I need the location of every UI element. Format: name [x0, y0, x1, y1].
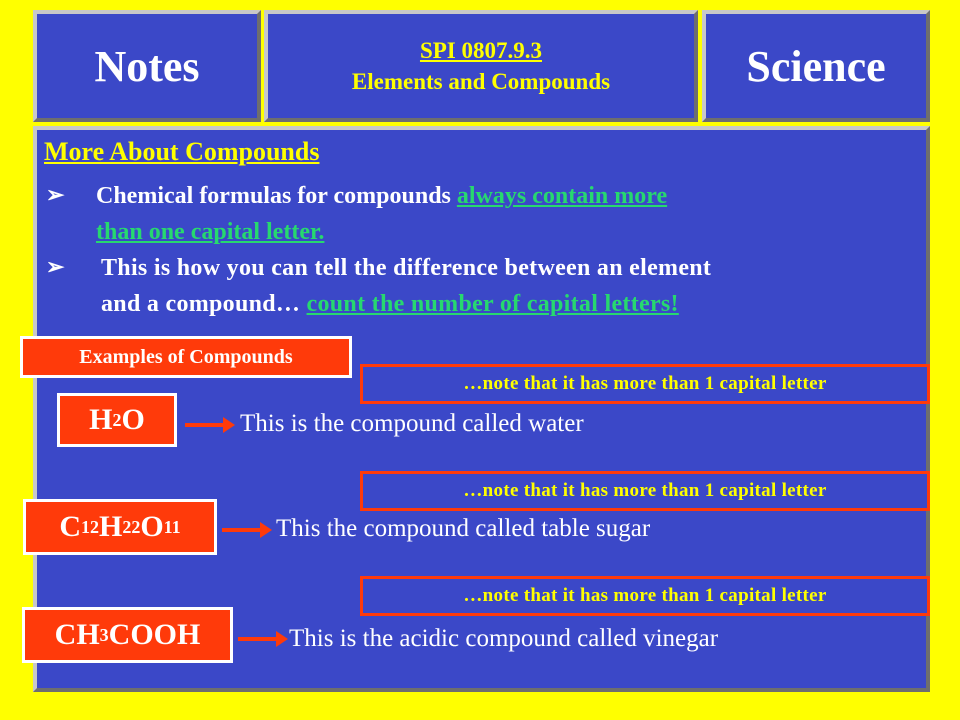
description-water: This is the compound called water — [240, 410, 584, 437]
description-vinegar: This is the acidic compound called vinegar — [289, 625, 719, 652]
header-science-title: Science — [746, 41, 886, 91]
bullet-2-highlight: count the number of capital letters! — [306, 291, 679, 317]
section-heading: More About Compounds — [44, 137, 320, 166]
description-table-sugar: This the compound called table sugar — [276, 515, 651, 542]
examples-label: Examples of Compounds — [20, 336, 352, 378]
formula-water: H 2 O — [57, 393, 177, 447]
arrow-icon — [236, 627, 288, 651]
header-topic-subtitle: Elements and Compounds — [351, 69, 611, 94]
compound-note: …note that it has more than 1 capital letter — [360, 576, 930, 616]
header-topic-box — [264, 10, 698, 122]
formula-table-sugar: C 12 H 22 O 11 — [23, 499, 217, 555]
compound-note: …note that it has more than 1 capital letter — [360, 471, 930, 511]
compound-note: …note that it has more than 1 capital letter — [360, 364, 930, 404]
bullet-1-highlight-b: than one capital letter. — [96, 219, 325, 245]
bullet-arrow-icon: ➢ — [46, 182, 65, 207]
header-notes-box — [33, 10, 261, 122]
header-notes-title: Notes — [94, 41, 200, 91]
header-science-box — [702, 10, 930, 122]
bullet-2-line2: and a compound… — [101, 291, 307, 317]
bullet-1-text: Chemical formulas for compounds — [96, 183, 457, 209]
arrow-icon — [220, 518, 272, 542]
bullet-1-highlight-a: always contain more — [456, 183, 668, 209]
bullet-arrow-icon: ➢ — [46, 254, 65, 279]
bullet-1 — [96, 178, 896, 250]
bullet-2 — [101, 250, 901, 322]
formula-vinegar: CH 3 COOH — [22, 607, 233, 663]
arrow-icon — [183, 413, 235, 437]
bullet-2-line1: This is how you can tell the difference between an element — [101, 255, 712, 281]
header-spi-code: SPI 0807.9.3 — [419, 37, 543, 63]
